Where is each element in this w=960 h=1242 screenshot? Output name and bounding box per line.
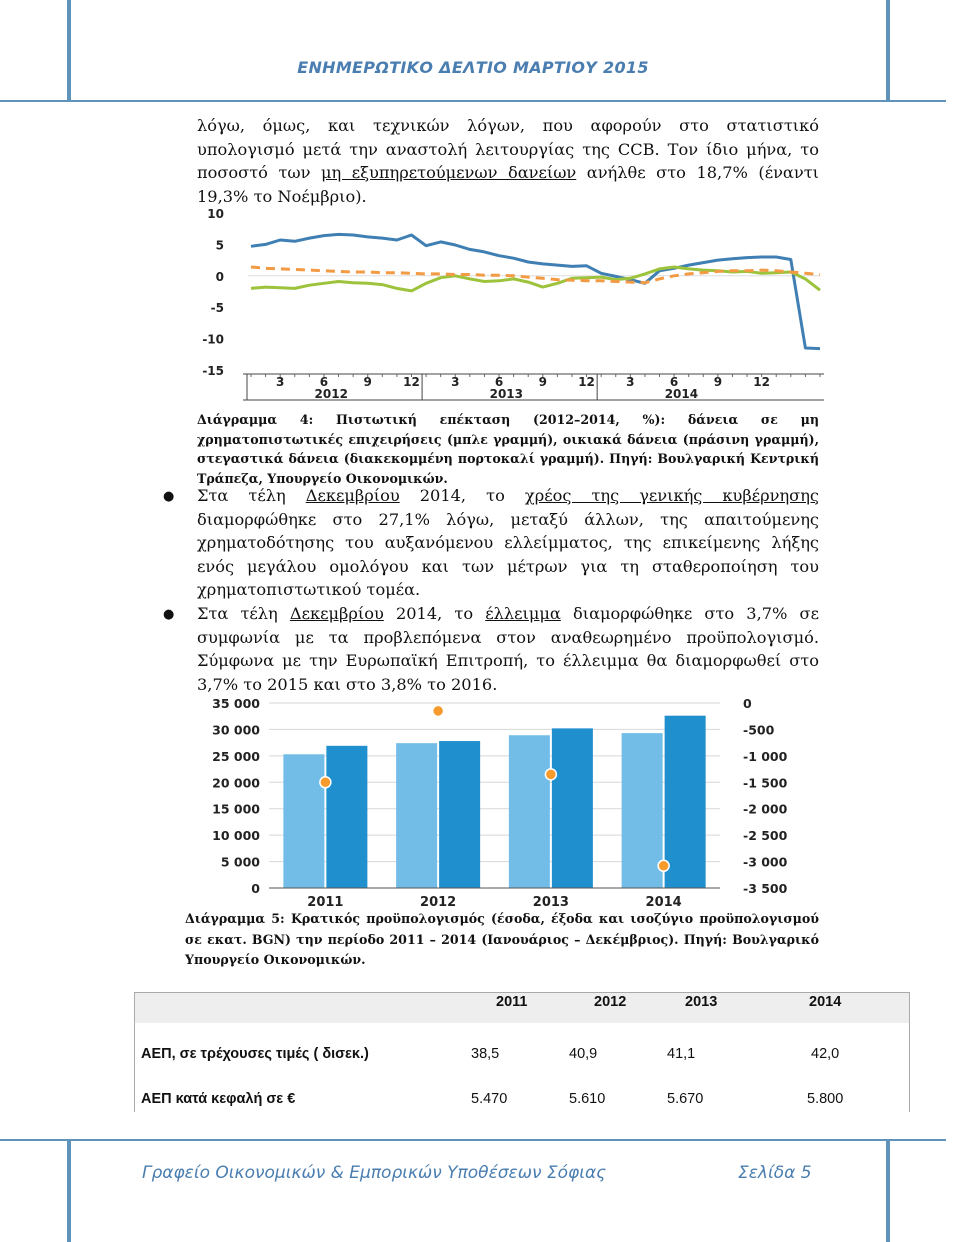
y-tick-label: -10 bbox=[202, 332, 224, 347]
cell-gdp-2011: 38,5 bbox=[471, 1046, 500, 1062]
bullet-deficit: Στα τέλη Δεκεμβρίου 2014, το έλλειμμα διαμορφώθηκε στο 3,7% σε συμφωνία με τα προβλεπόμενα στον αναθεωρημένο προϋπολογισμό. Σύμφωνα με την Ευρωπαϊκή Επιτροπή, το έλλειμμα θα διαμορφωθεί στο 3,7% το 2015 και στο 3,8% το 2016. bbox=[197, 604, 819, 694]
row-label-gdp-per-capita: ΑΕΠ κατά κεφαλή σε € bbox=[141, 1091, 296, 1107]
table-border-right bbox=[909, 992, 910, 1112]
month-tick-label: 12 bbox=[403, 375, 420, 389]
bar-revenue bbox=[622, 733, 663, 888]
category-label: 2012 bbox=[420, 895, 457, 908]
left-tick-label: 10 000 bbox=[212, 828, 260, 844]
table-header-2012: 2012 bbox=[594, 994, 627, 1010]
bar-revenue bbox=[396, 743, 437, 888]
left-tick-label: 15 000 bbox=[212, 801, 260, 817]
cell-gdp-2013: 41,1 bbox=[667, 1046, 696, 1062]
month-tick-label: 3 bbox=[275, 375, 285, 389]
right-tick-label: -3 500 bbox=[743, 881, 788, 896]
left-tick-label: 0 bbox=[251, 881, 260, 896]
right-tick-label: -1 500 bbox=[743, 775, 788, 791]
category-label: 2014 bbox=[645, 895, 682, 908]
y-tick-label: 10 bbox=[207, 207, 224, 221]
month-tick-label: 9 bbox=[713, 375, 723, 389]
balance-point bbox=[658, 860, 669, 871]
header-rule bbox=[0, 100, 946, 102]
bullet-icon: ● bbox=[163, 607, 175, 622]
cell-gdppc-2013: 5.670 bbox=[667, 1091, 704, 1107]
right-tick-label: -2 500 bbox=[743, 828, 788, 844]
year-label: 2013 bbox=[489, 387, 524, 401]
footer-frame-right bbox=[886, 1139, 890, 1242]
left-tick-label: 25 000 bbox=[212, 748, 260, 764]
category-label: 2013 bbox=[532, 895, 569, 908]
right-tick-label: -1 000 bbox=[743, 748, 788, 764]
bulletin-title: ΕΝΗΜΕΡΩΤΙΚΟ ΔΕΛΤΙΟ ΜΑΡΤΙΟΥ 2015 bbox=[297, 58, 649, 77]
bullet-icon: ● bbox=[163, 489, 175, 504]
balance-point bbox=[320, 777, 331, 788]
chart2-caption: Διάγραμμα 5: Κρατικός προϋπολογισμός (έσοδα, έξοδα και ισοζύγιο προϋπολογισμού σε εκατ. BGN) την περίοδο 2011 – 2014 (Ιανουάριος – Δεκέμβριος). Πηγή: Βουλγαρικό Υπουργείο Οικονομικών. bbox=[185, 911, 819, 967]
cell-gdppc-2011: 5.470 bbox=[471, 1091, 508, 1107]
right-tick-label: -2 000 bbox=[743, 801, 788, 817]
bar-revenue bbox=[283, 754, 324, 888]
row-label-gdp: ΑΕΠ, σε τρέχουσες τιμές ( δισεκ.) bbox=[141, 1046, 369, 1062]
month-tick-label: 3 bbox=[626, 375, 635, 389]
month-tick-label: 12 bbox=[578, 375, 595, 389]
npl-link: μη εξυπηρετούμενων δανείων bbox=[320, 163, 577, 182]
category-label: 2011 bbox=[307, 895, 344, 908]
deficit-link: έλλειμμα bbox=[485, 604, 561, 623]
cell-gdp-2014: 42,0 bbox=[811, 1046, 840, 1062]
intro-text-2: ανήλθε στο 18,7% (έναντι 19,3% το Νοέμβριο). bbox=[197, 163, 820, 206]
left-tick-label: 35 000 bbox=[212, 696, 260, 711]
left-tick-label: 5 000 bbox=[220, 854, 260, 870]
month-tick-label: 6 bbox=[319, 375, 329, 389]
footer-frame-left bbox=[67, 1139, 71, 1242]
month-tick-label: 12 bbox=[753, 375, 770, 389]
government-debt-link: χρέος της γενικής κυβέρνησης bbox=[524, 486, 819, 505]
right-tick-label: 0 bbox=[743, 696, 752, 711]
gdp-table bbox=[134, 992, 910, 1112]
bar-expenditure bbox=[439, 741, 480, 888]
table-header-2011: 2011 bbox=[496, 994, 528, 1010]
series-line-business bbox=[251, 234, 820, 348]
right-tick-label: -500 bbox=[743, 722, 775, 738]
table-header-2014: 2014 bbox=[809, 994, 842, 1010]
bar-expenditure bbox=[326, 746, 367, 888]
month-tick-label: 3 bbox=[451, 375, 460, 389]
footer-rule bbox=[0, 1139, 946, 1141]
budget-chart bbox=[190, 694, 810, 908]
y-tick-label: -15 bbox=[202, 364, 224, 378]
balance-point bbox=[545, 769, 556, 780]
left-tick-label: 20 000 bbox=[212, 775, 260, 791]
header-frame-left bbox=[67, 0, 71, 100]
chart1-caption: Διάγραμμα 4: Πιστωτική επέκταση (2012–2014, %): δάνεια σε μη χρηματοπιστωτικές επιχειρήσεις (μπλε γραμμή), οικιακά δάνεια (πράσινη γραμμή), στεγαστικά δάνεια (διακεκομμένη πορτοκαλί γραμμή). Πηγή: Βουλγαρική Κεντρική Τράπεζα, Υπουργείο Οικονομικών. bbox=[197, 412, 819, 486]
month-tick-label: 6 bbox=[494, 375, 504, 389]
table-header-2013: 2013 bbox=[685, 994, 718, 1010]
month-tick-label: 9 bbox=[363, 375, 372, 389]
intro-paragraph bbox=[197, 114, 819, 208]
month-tick-label: 6 bbox=[669, 375, 679, 389]
footer-page-number: Σελίδα 5 bbox=[738, 1163, 812, 1183]
year-label: 2012 bbox=[314, 387, 348, 401]
intro-text-1: λόγω, όμως, και τεχνικών λόγων, που αφορούν στο στατιστικό υπολογισμό μετά την αναστολή λειτουργίας της CCB. Τον ίδιο μήνα, το ποσοστό των bbox=[197, 116, 819, 182]
bar-expenditure bbox=[665, 716, 706, 888]
cell-gdppc-2014: 5.800 bbox=[807, 1091, 844, 1107]
month-tick-label: 9 bbox=[538, 375, 547, 389]
y-tick-label: 5 bbox=[215, 238, 224, 253]
header-frame-right bbox=[886, 0, 890, 100]
bullet-debt: Στα τέλη Δεκεμβρίου 2014, το χρέος της γενικής κυβέρνησης διαμορφώθηκε στο 27,1% λόγω, μεταξύ άλλων, της απαιτούμενης χρηματοδότησης του αυξανόμενου ελλείμματος, της επικείμενης λήξης ενός μεγάλου ομολόγου και των μέτρων για τη σταθεροποίηση του χρηματοπιστωτικού τομέα. bbox=[197, 486, 819, 599]
footer-office: Γραφείο Οικονομικών & Εμπορικών Υποθέσεων Σόφιας bbox=[142, 1163, 607, 1183]
bar-expenditure bbox=[552, 728, 593, 888]
y-tick-label: 0 bbox=[215, 269, 224, 284]
table-border-left bbox=[134, 992, 135, 1112]
cell-gdppc-2012: 5.610 bbox=[569, 1091, 606, 1107]
cell-gdp-2012: 40,9 bbox=[569, 1046, 598, 1062]
balance-point bbox=[433, 705, 444, 716]
y-tick-label: -5 bbox=[210, 301, 224, 316]
right-tick-label: -3 000 bbox=[743, 854, 788, 870]
left-tick-label: 30 000 bbox=[212, 722, 260, 738]
year-label: 2014 bbox=[664, 387, 699, 401]
bar-revenue bbox=[509, 735, 550, 888]
credit-growth-chart bbox=[188, 204, 828, 410]
